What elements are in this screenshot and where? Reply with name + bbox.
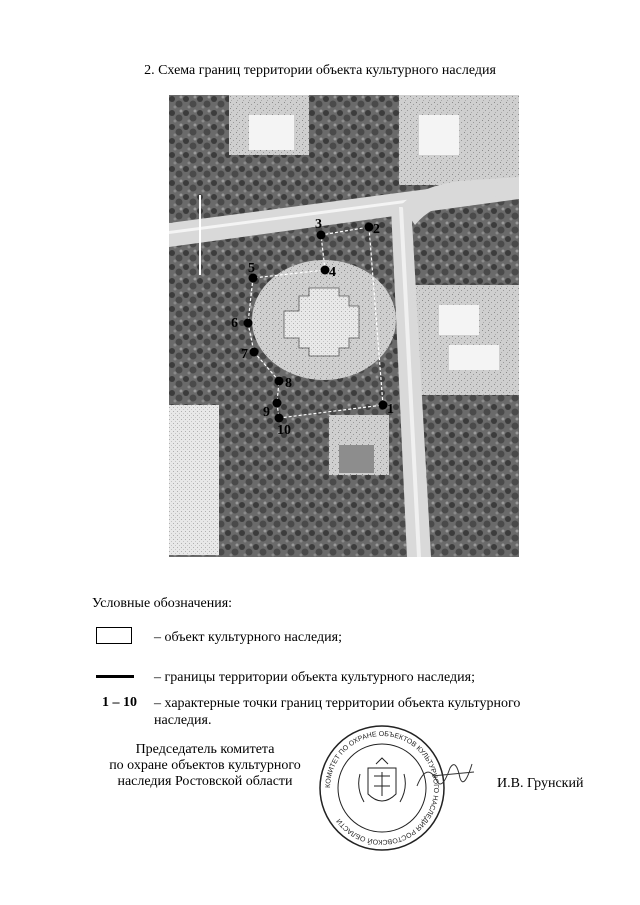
boundary-point-7 bbox=[250, 348, 259, 357]
position-line-1: Председатель комитета bbox=[135, 742, 275, 757]
scale-bar bbox=[199, 195, 201, 275]
built-area bbox=[409, 285, 519, 395]
building bbox=[249, 115, 294, 150]
legend-boundary-text: – границы территории объекта культурного наследия; bbox=[154, 670, 475, 685]
position-line-2: по охране объектов культурного bbox=[109, 758, 301, 773]
point-label-8: 8 bbox=[285, 376, 292, 391]
aerial-map[interactable] bbox=[169, 95, 519, 557]
point-label-3: 3 bbox=[315, 217, 322, 232]
handwritten-signature bbox=[412, 756, 482, 796]
building bbox=[339, 445, 374, 473]
point-label-10: 10 bbox=[277, 423, 291, 438]
building bbox=[169, 405, 219, 555]
point-label-1: 1 bbox=[387, 402, 394, 417]
position-line-3: наследия Ростовской области bbox=[117, 774, 293, 789]
point-label-4: 4 bbox=[329, 265, 336, 280]
boundary-point-8 bbox=[275, 377, 284, 386]
svg-text:КОМИТЕТ ПО ОХРАНЕ ОБЪЕКТОВ КУЛ: КОМИТЕТ ПО ОХРАНЕ ОБЪЕКТОВ КУЛЬТУРНОГО НАСЛЕДИЯ РОСТОВСКОЙ ОБЛАСТИ bbox=[324, 730, 440, 846]
building bbox=[449, 345, 499, 370]
point-label-2: 2 bbox=[373, 222, 380, 237]
point-label-5: 5 bbox=[248, 261, 255, 276]
legend-points-range: 1 – 10 bbox=[102, 695, 137, 710]
boundary-point-9 bbox=[273, 399, 282, 408]
boundary-point-10 bbox=[275, 414, 284, 423]
legend-points-text: – характерные точки границ территории объекта культурного наследия. bbox=[154, 696, 521, 728]
point-label-7: 7 bbox=[241, 347, 248, 362]
point-label-6: 6 bbox=[231, 316, 238, 331]
legend-heading: Условные обозначения: bbox=[92, 596, 233, 611]
building bbox=[419, 115, 459, 155]
point-label-9: 9 bbox=[263, 405, 270, 420]
legend-object-symbol bbox=[96, 627, 132, 644]
boundary-point-6 bbox=[244, 319, 253, 328]
legend-object-text: – объект культурного наследия; bbox=[154, 630, 342, 645]
legend-boundary-symbol bbox=[96, 675, 134, 678]
signatory-position bbox=[80, 742, 330, 790]
page-title: 2. Схема границ территории объекта культурного наследия bbox=[144, 63, 496, 78]
coat-of-arms-icon bbox=[359, 758, 406, 802]
signatory-name: И.В. Грунский bbox=[497, 776, 584, 791]
building bbox=[439, 305, 479, 335]
